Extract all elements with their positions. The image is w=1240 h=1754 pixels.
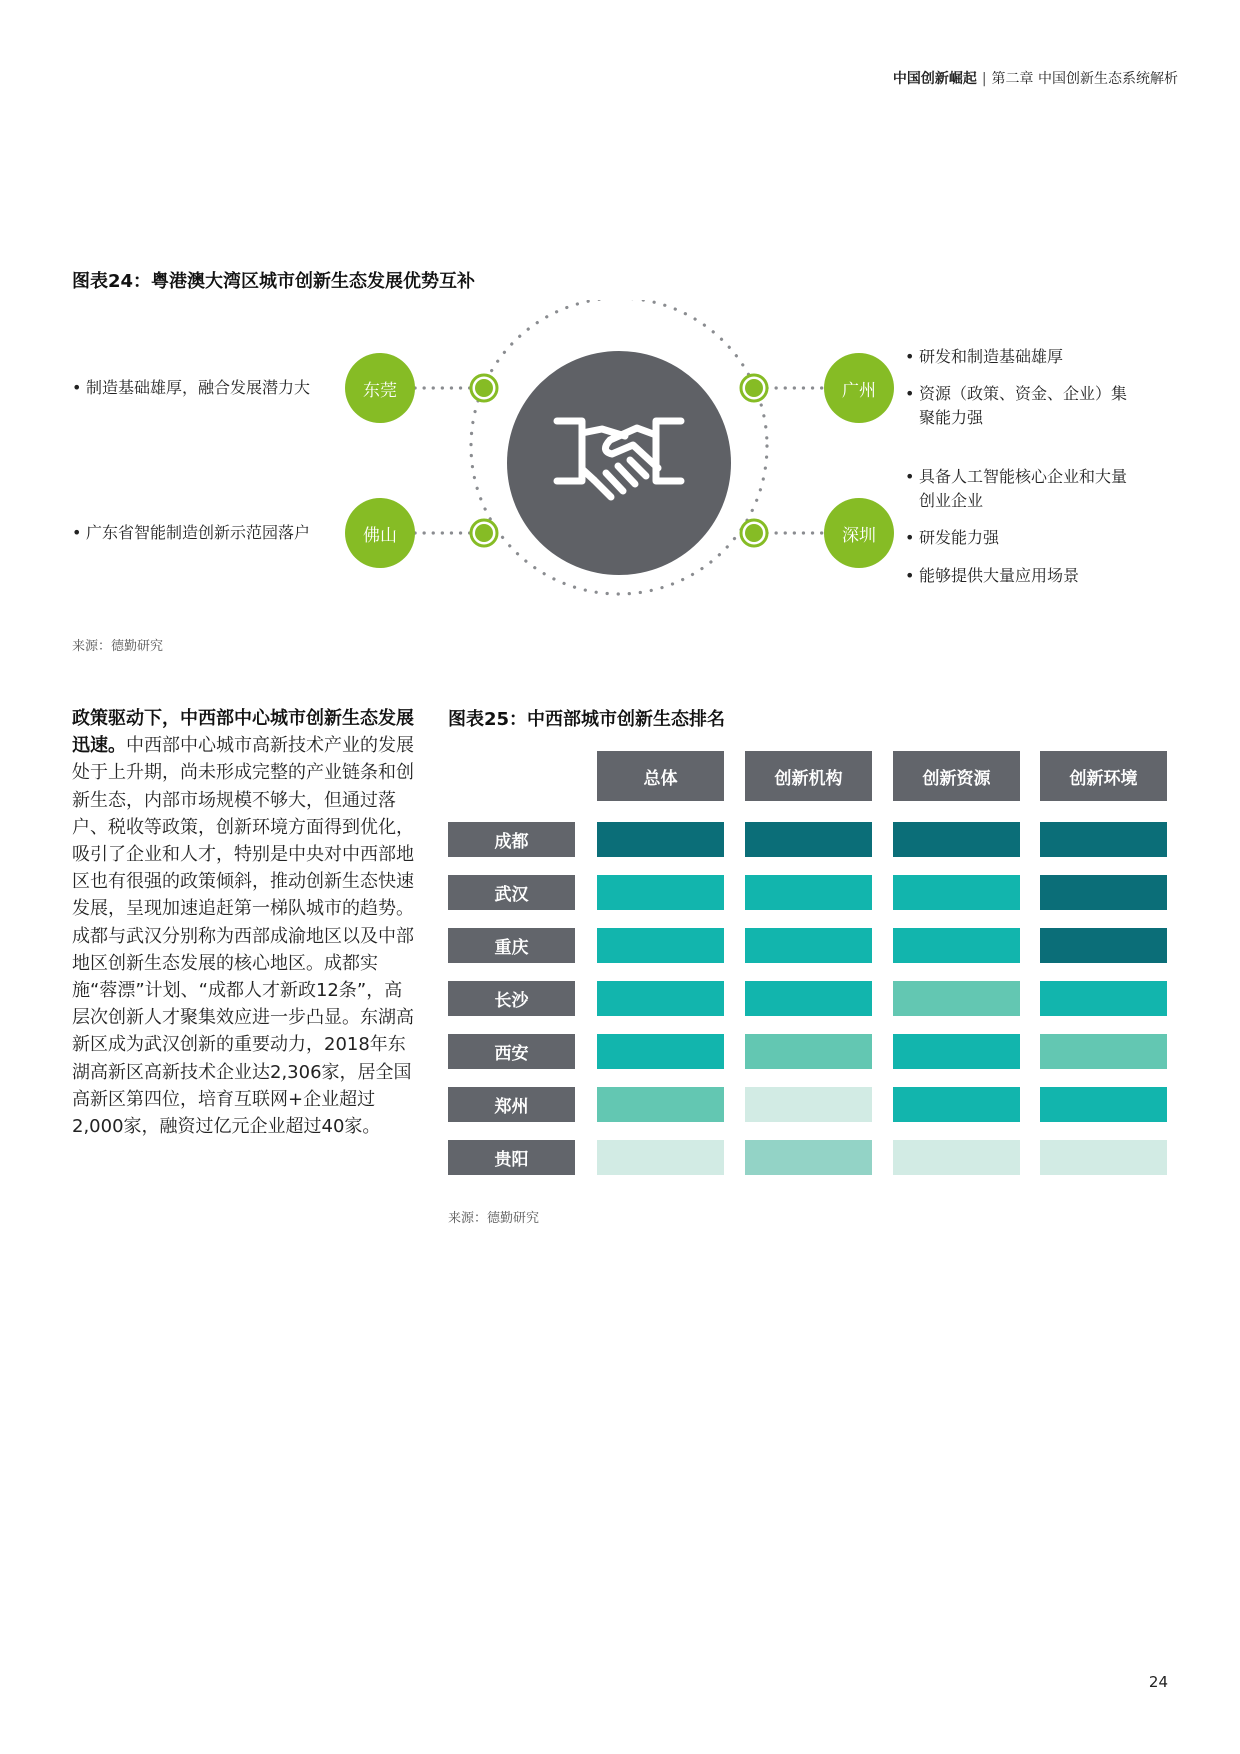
row-label: 长沙 [448, 981, 575, 1016]
body-lead: 政策驱动下，中西部中心城市创新生态发展迅速。 [72, 708, 414, 757]
body-text: 中西部中心城市高新技术产业的发展处于上升期，尚未形成完整的产业链条和创新生态，内部市场规模不够大，但通过落户、税收等政策，创新环境方面得到优化，吸引了企业和人才，特别是中央对中西部地区也有很强的政策倾斜，推动创新生态快速发展，呈现加速追赶第一梯队城市的趋势。成都与武汉分别称为西部成渝地区以及中部地区创新生态发展的核心地区。成都实施“蓉漂”计划、“成都人才新政12条”，高层次创新人才聚集效应进一步凸显。东湖高新区成为武汉创新的重要动力，2018年东湖高新区高新技术企业达2,306家，居全国高新区第四位，培育互联网+企业超过2,000家，融资过亿元企业超过40家。 [72, 735, 414, 1138]
city-guangzhou: 广州 [824, 353, 894, 423]
city-dongguan: 东莞 [345, 353, 415, 423]
page-number: 24 [1148, 1673, 1168, 1691]
rank-cell [597, 822, 724, 857]
rank-cell [1040, 875, 1167, 910]
column-header: 创新机构 [745, 751, 872, 801]
shenzhen-point-3: • 能够提供大量应用场景 [905, 566, 1080, 585]
row-label: 武汉 [448, 875, 575, 910]
rank-cell [597, 1140, 724, 1175]
report-title: 中国创新崛起 [892, 71, 977, 87]
rank-cell [893, 1140, 1020, 1175]
header-separator: | [981, 71, 987, 87]
column-header: 创新资源 [893, 751, 1020, 801]
rank-cell [745, 981, 872, 1016]
rank-cell [745, 928, 872, 963]
rank-cell [597, 981, 724, 1016]
rank-cell [893, 981, 1020, 1016]
guangzhou-point-2: • 资源（政策、资金、企业）集 [905, 384, 1128, 403]
rank-cell [1040, 1087, 1167, 1122]
figure24-source: 来源：德勤研究 [72, 639, 164, 654]
rank-cell [1040, 822, 1167, 857]
rank-cell [745, 1034, 872, 1069]
row-label: 成都 [448, 822, 575, 857]
shenzhen-point-1: • 具备人工智能核心企业和大量 [905, 467, 1128, 486]
rank-cell [1040, 928, 1167, 963]
figure25-title: 图表25：中西部城市创新生态排名 [448, 709, 726, 730]
column-header: 总体 [597, 751, 724, 801]
rank-cell [597, 1034, 724, 1069]
dongguan-point: • 制造基础雄厚，融合发展潜力大 [72, 378, 311, 397]
figure24-title: 图表24：粤港澳大湾区城市创新生态发展优势互补 [72, 271, 476, 292]
city-foshan: 佛山 [345, 498, 415, 568]
guangzhou-point-1: • 研发和制造基础雄厚 [905, 347, 1064, 366]
shenzhen-point-1-cont: 创业企业 [919, 491, 984, 510]
rank-cell [745, 822, 872, 857]
row-label: 重庆 [448, 928, 575, 963]
rank-cell [893, 875, 1020, 910]
rank-cell [745, 1140, 872, 1175]
rank-cell [597, 1087, 724, 1122]
rank-cell [1040, 1034, 1167, 1069]
guangzhou-point-2-cont: 聚能力强 [919, 408, 984, 427]
rank-cell [745, 1087, 872, 1122]
shenzhen-point-2: • 研发能力强 [905, 528, 1000, 547]
rank-cell [893, 1087, 1020, 1122]
rank-cell [893, 928, 1020, 963]
figure24-diagram [0, 300, 1240, 630]
city-shenzhen: 深圳 [824, 498, 894, 568]
foshan-point: • 广东省智能制造创新示范园落户 [72, 523, 311, 542]
row-label: 郑州 [448, 1087, 575, 1122]
rank-cell [893, 1034, 1020, 1069]
rank-cell [745, 875, 872, 910]
rank-cell [597, 928, 724, 963]
body-paragraph [72, 705, 417, 1140]
page-header [893, 68, 1178, 88]
column-header: 创新环境 [1040, 751, 1167, 801]
chapter-title: 第二章 中国创新生态系统解析 [991, 71, 1178, 87]
figure25-source: 来源：德勤研究 [448, 1211, 540, 1226]
row-label: 贵阳 [448, 1140, 575, 1175]
row-label: 西安 [448, 1034, 575, 1069]
rank-cell [1040, 981, 1167, 1016]
rank-cell [1040, 1140, 1167, 1175]
rank-cell [597, 875, 724, 910]
rank-cell [893, 822, 1020, 857]
